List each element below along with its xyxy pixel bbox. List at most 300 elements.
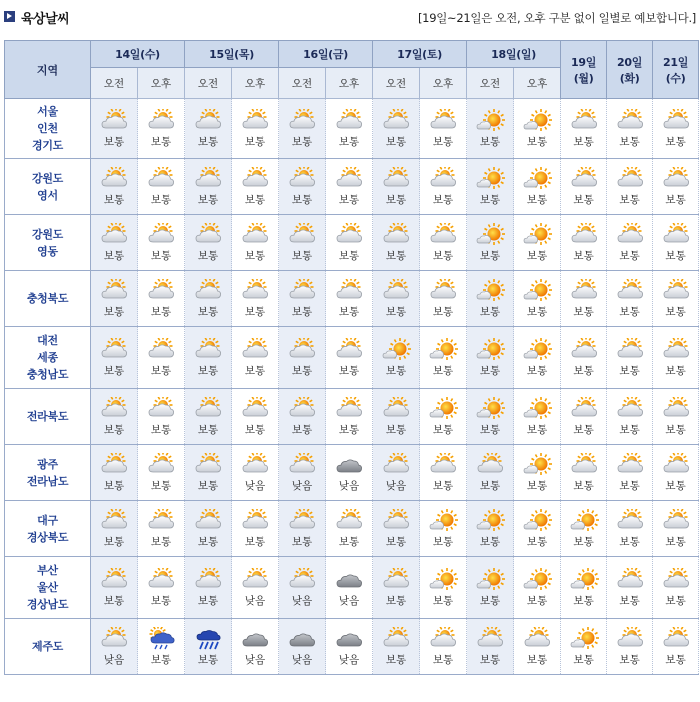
sunny-icon — [561, 627, 606, 651]
forecast-cell — [561, 389, 607, 445]
forecast-notice: [19일~21일은 오전, 오후 구분 없이 일별로 예보합니다.] — [418, 11, 696, 25]
forecast-level-label: 보통 — [432, 193, 454, 206]
forecast-cell — [279, 389, 326, 445]
forecast-level-label: 보통 — [526, 594, 548, 607]
forecast-level-label: 보통 — [573, 423, 594, 436]
sunny-icon — [514, 509, 560, 533]
forecast-level-label: 보통 — [244, 423, 266, 436]
forecast-cell — [607, 557, 653, 619]
forecast-level-label: 보통 — [291, 423, 313, 436]
forecast-cell — [91, 99, 138, 159]
day-header: 17일(토) — [373, 41, 467, 68]
sunny-icon — [467, 279, 513, 303]
partly-cloudy-icon — [232, 509, 278, 533]
partly-cloudy-icon — [561, 453, 606, 477]
forecast-level-label: 보통 — [526, 535, 548, 548]
region-name-line: 서울 — [37, 105, 58, 118]
forecast-level-label: 보통 — [619, 535, 640, 548]
partly-cloudy-icon — [232, 279, 278, 303]
partly-cloudy-icon — [138, 338, 184, 362]
forecast-cell — [607, 159, 653, 215]
forecast-cell — [185, 215, 232, 271]
forecast-cell — [279, 501, 326, 557]
forecast-level-label: 보통 — [526, 135, 548, 148]
forecast-level-label: 보통 — [197, 535, 219, 548]
sunny-icon — [514, 223, 560, 247]
region-name-line: 강원도 — [32, 171, 63, 185]
partly-cloudy-icon — [420, 223, 466, 247]
forecast-cell — [91, 327, 138, 389]
partly-cloudy-icon — [373, 223, 419, 247]
forecast-level-label: 보통 — [385, 305, 407, 318]
partly-cloudy-icon — [185, 279, 231, 303]
forecast-cell — [653, 271, 699, 327]
forecast-cell — [561, 99, 607, 159]
forecast-cell — [514, 215, 561, 271]
forecast-cell — [420, 159, 467, 215]
forecast-cell — [232, 215, 279, 271]
partly-cloudy-icon — [373, 279, 419, 303]
forecast-level-label: 낮음 — [338, 653, 360, 666]
forecast-cell — [514, 271, 561, 327]
forecast-cell — [326, 99, 373, 159]
forecast-level-label: 보통 — [619, 364, 640, 377]
forecast-level-label: 보통 — [103, 305, 125, 318]
forecast-level-label: 보통 — [479, 249, 501, 262]
region-row — [5, 445, 699, 501]
sunny-icon — [561, 568, 606, 592]
forecast-cell — [138, 271, 185, 327]
partly-cloudy-icon — [373, 167, 419, 191]
forecast-cell — [514, 327, 561, 389]
forecast-cell — [653, 159, 699, 215]
region-row — [5, 327, 699, 389]
forecast-level-label: 보통 — [573, 535, 594, 548]
morning-subheader: 오전 — [279, 68, 326, 99]
forecast-level-label: 보통 — [338, 193, 360, 206]
forecast-cell — [138, 159, 185, 215]
forecast-level-label: 보통 — [338, 535, 360, 548]
forecast-cell — [607, 619, 653, 675]
sunny-icon — [467, 109, 513, 133]
partly-cloudy-icon — [232, 453, 278, 477]
forecast-cell — [561, 619, 607, 675]
forecast-cell — [373, 445, 420, 501]
sunny-icon — [373, 338, 419, 362]
forecast-cell — [653, 99, 699, 159]
rain-shower-icon — [138, 627, 184, 651]
forecast-cell — [653, 619, 699, 675]
forecast-level-label: 보통 — [665, 305, 686, 318]
partly-cloudy-icon — [607, 509, 652, 533]
forecast-cell — [373, 557, 420, 619]
region-name-line: 경상남도 — [26, 598, 69, 611]
partly-cloudy-icon — [91, 223, 137, 247]
region-name-line: 강원도 — [32, 227, 63, 241]
forecast-level-label: 보통 — [385, 249, 407, 262]
forecast-level-label: 낮음 — [244, 594, 266, 607]
partly-cloudy-icon — [653, 167, 698, 191]
forecast-level-label: 보통 — [150, 249, 172, 262]
partly-cloudy-icon — [420, 453, 466, 477]
partly-cloudy-icon — [138, 568, 184, 592]
forecast-cell — [138, 557, 185, 619]
forecast-level-label: 보통 — [150, 423, 172, 436]
forecast-cell — [607, 501, 653, 557]
region-name-line: 인천 — [37, 122, 58, 135]
forecast-cell — [467, 215, 514, 271]
partly-cloudy-icon — [232, 568, 278, 592]
forecast-level-label: 보통 — [244, 193, 266, 206]
forecast-level-label: 보통 — [432, 305, 454, 318]
forecast-level-label: 보통 — [479, 423, 501, 436]
forecast-cell — [279, 619, 326, 675]
forecast-cell — [279, 215, 326, 271]
forecast-cell — [279, 557, 326, 619]
forecast-level-label: 보통 — [526, 423, 548, 436]
partly-cloudy-icon — [185, 397, 231, 421]
forecast-level-label: 보통 — [103, 193, 125, 206]
partly-cloudy-icon — [653, 397, 698, 421]
day-date: 21일 — [663, 55, 689, 69]
forecast-cell — [607, 445, 653, 501]
day-header — [653, 41, 699, 99]
forecast-cell — [373, 215, 420, 271]
forecast-level-label: 보통 — [526, 653, 548, 666]
forecast-level-label: 보통 — [479, 135, 501, 148]
sunny-icon — [467, 338, 513, 362]
forecast-level-label: 보통 — [619, 423, 640, 436]
forecast-cell — [514, 445, 561, 501]
cloudy-icon — [326, 568, 372, 592]
forecast-cell — [561, 445, 607, 501]
day-date: 20일 — [617, 55, 643, 69]
partly-cloudy-icon — [607, 109, 652, 133]
partly-cloudy-icon — [420, 279, 466, 303]
forecast-level-label: 보통 — [432, 249, 454, 262]
forecast-level-label: 보통 — [197, 364, 219, 377]
forecast-level-label: 보통 — [479, 479, 501, 492]
forecast-level-label: 보통 — [479, 364, 501, 377]
forecast-level-label: 보통 — [665, 423, 686, 436]
partly-cloudy-icon — [138, 109, 184, 133]
forecast-level-label: 보통 — [197, 479, 219, 492]
forecast-cell — [514, 619, 561, 675]
sunny-icon — [467, 223, 513, 247]
forecast-level-label: 보통 — [432, 479, 454, 492]
partly-cloudy-icon — [373, 453, 419, 477]
partly-cloudy-icon — [185, 223, 231, 247]
partly-cloudy-icon — [561, 338, 606, 362]
partly-cloudy-icon — [91, 509, 137, 533]
forecast-cell — [138, 215, 185, 271]
forecast-cell — [326, 215, 373, 271]
forecast-level-label: 보통 — [665, 479, 686, 492]
forecast-level-label: 보통 — [479, 535, 501, 548]
forecast-cell — [607, 99, 653, 159]
forecast-level-label: 보통 — [103, 479, 125, 492]
region-name — [5, 501, 91, 557]
forecast-level-label: 낮음 — [291, 479, 313, 492]
forecast-level-label: 보통 — [573, 364, 594, 377]
sunny-icon — [467, 509, 513, 533]
forecast-cell — [326, 619, 373, 675]
region-name-line: 울산 — [37, 581, 58, 594]
partly-cloudy-icon — [91, 397, 137, 421]
forecast-level-label: 보통 — [291, 305, 313, 318]
partly-cloudy-icon — [561, 167, 606, 191]
forecast-cell — [232, 557, 279, 619]
forecast-level-label: 보통 — [103, 594, 125, 607]
forecast-level-label: 보통 — [479, 305, 501, 318]
forecast-level-label: 보통 — [526, 193, 548, 206]
forecast-cell — [185, 619, 232, 675]
region-name-line: 전라남도 — [26, 474, 69, 488]
forecast-level-label: 보통 — [573, 594, 594, 607]
partly-cloudy-icon — [653, 109, 698, 133]
day-weekday: (월) — [573, 71, 594, 85]
region-row — [5, 389, 699, 445]
region-row — [5, 557, 699, 619]
forecast-level-label: 보통 — [244, 535, 266, 548]
forecast-level-label: 보통 — [103, 135, 125, 148]
forecast-cell — [561, 501, 607, 557]
region-name — [5, 215, 91, 271]
forecast-cell — [653, 557, 699, 619]
forecast-level-label: 보통 — [619, 305, 640, 318]
region-name-line: 경상북도 — [26, 530, 69, 544]
forecast-cell — [185, 159, 232, 215]
forecast-cell — [420, 445, 467, 501]
forecast-cell — [420, 557, 467, 619]
forecast-cell — [138, 501, 185, 557]
forecast-cell — [279, 159, 326, 215]
forecast-level-label: 보통 — [385, 535, 407, 548]
day-header: 18일(일) — [467, 41, 561, 68]
forecast-cell — [514, 557, 561, 619]
region-name-line: 충청남도 — [26, 368, 69, 381]
region-name-line: 전라북도 — [26, 410, 69, 423]
forecast-cell — [420, 389, 467, 445]
forecast-level-label: 보통 — [197, 653, 219, 666]
morning-subheader: 오전 — [91, 68, 138, 99]
region-column-header: 지역 — [5, 41, 91, 99]
forecast-level-label: 보통 — [150, 535, 172, 548]
forecast-cell — [561, 271, 607, 327]
forecast-level-label: 보통 — [103, 423, 125, 436]
forecast-level-label: 보통 — [244, 135, 266, 148]
forecast-cell — [467, 327, 514, 389]
forecast-level-label: 보통 — [150, 594, 172, 607]
forecast-cell — [467, 445, 514, 501]
partly-cloudy-icon — [373, 397, 419, 421]
forecast-cell — [514, 99, 561, 159]
forecast-cell — [232, 159, 279, 215]
forecast-cell — [514, 389, 561, 445]
forecast-cell — [91, 557, 138, 619]
region-name — [5, 445, 91, 501]
forecast-level-label: 보통 — [619, 249, 640, 262]
partly-cloudy-icon — [185, 109, 231, 133]
play-bullet-icon — [4, 11, 15, 22]
forecast-cell — [373, 159, 420, 215]
partly-cloudy-icon — [607, 627, 652, 651]
forecast-cell — [185, 445, 232, 501]
forecast-cell — [373, 619, 420, 675]
forecast-level-label: 보통 — [665, 653, 686, 666]
forecast-level-label: 낮음 — [338, 479, 360, 492]
forecast-level-label: 보통 — [619, 135, 640, 148]
forecast-level-label: 낮음 — [291, 653, 313, 666]
cloudy-icon — [232, 627, 278, 651]
forecast-cell — [326, 271, 373, 327]
partly-cloudy-icon — [420, 167, 466, 191]
forecast-cell — [467, 557, 514, 619]
partly-cloudy-icon — [232, 109, 278, 133]
forecast-level-label: 보통 — [338, 135, 360, 148]
sunny-icon — [467, 568, 513, 592]
partly-cloudy-icon — [232, 223, 278, 247]
forecast-cell — [467, 619, 514, 675]
partly-cloudy-icon — [138, 279, 184, 303]
forecast-cell — [561, 557, 607, 619]
partly-cloudy-icon — [185, 568, 231, 592]
forecast-level-label: 보통 — [479, 193, 501, 206]
forecast-cell — [467, 159, 514, 215]
partly-cloudy-icon — [607, 223, 652, 247]
partly-cloudy-icon — [91, 627, 137, 651]
forecast-level-label: 보통 — [150, 135, 172, 148]
forecast-level-label: 보통 — [665, 594, 686, 607]
afternoon-subheader: 오후 — [514, 68, 561, 99]
forecast-cell — [467, 389, 514, 445]
forecast-level-label: 보통 — [197, 135, 219, 148]
region-name-line: 영서 — [37, 188, 58, 202]
forecast-cell — [514, 159, 561, 215]
forecast-cell — [91, 501, 138, 557]
region-name-line: 부산 — [37, 564, 58, 577]
cloudy-icon — [279, 627, 325, 651]
sunny-icon — [467, 167, 513, 191]
forecast-level-label: 보통 — [150, 479, 172, 492]
forecast-cell — [326, 389, 373, 445]
forecast-level-label: 보통 — [244, 249, 266, 262]
weather-forecast-table — [4, 40, 699, 675]
forecast-cell — [138, 99, 185, 159]
forecast-level-label: 보통 — [432, 535, 454, 548]
sunny-icon — [420, 338, 466, 362]
forecast-cell — [373, 389, 420, 445]
partly-cloudy-icon — [561, 397, 606, 421]
forecast-level-label: 보통 — [526, 364, 548, 377]
partly-cloudy-icon — [138, 397, 184, 421]
partly-cloudy-icon — [232, 338, 278, 362]
sunny-icon — [514, 453, 560, 477]
forecast-level-label: 낮음 — [244, 653, 266, 666]
partly-cloudy-icon — [561, 223, 606, 247]
forecast-cell — [91, 271, 138, 327]
forecast-cell — [232, 327, 279, 389]
forecast-cell — [467, 271, 514, 327]
forecast-level-label: 보통 — [338, 423, 360, 436]
forecast-level-label: 보통 — [103, 249, 125, 262]
forecast-level-label: 보통 — [244, 364, 266, 377]
forecast-cell — [232, 619, 279, 675]
forecast-level-label: 보통 — [573, 653, 594, 666]
forecast-cell — [279, 327, 326, 389]
forecast-level-label: 보통 — [573, 249, 594, 262]
forecast-level-label: 보통 — [619, 594, 640, 607]
morning-subheader: 오전 — [467, 68, 514, 99]
forecast-level-label: 보통 — [665, 249, 686, 262]
sunny-icon — [514, 338, 560, 362]
sunny-icon — [514, 167, 560, 191]
forecast-cell — [373, 327, 420, 389]
partly-cloudy-icon — [326, 397, 372, 421]
forecast-cell — [653, 215, 699, 271]
forecast-level-label: 보통 — [619, 479, 640, 492]
partly-cloudy-icon — [91, 167, 137, 191]
forecast-cell — [185, 389, 232, 445]
forecast-cell — [91, 445, 138, 501]
forecast-level-label: 보통 — [665, 364, 686, 377]
forecast-cell — [232, 271, 279, 327]
forecast-level-label: 보통 — [665, 535, 686, 548]
partly-cloudy-icon — [653, 223, 698, 247]
sunny-icon — [467, 397, 513, 421]
partly-cloudy-icon — [185, 453, 231, 477]
sunny-icon — [420, 397, 466, 421]
forecast-cell — [653, 501, 699, 557]
partly-cloudy-icon — [279, 109, 325, 133]
forecast-level-label: 보통 — [291, 193, 313, 206]
partly-cloudy-icon — [373, 109, 419, 133]
forecast-cell — [420, 99, 467, 159]
forecast-cell — [185, 271, 232, 327]
partly-cloudy-icon — [185, 509, 231, 533]
forecast-cell — [607, 271, 653, 327]
forecast-cell — [653, 445, 699, 501]
forecast-cell — [373, 99, 420, 159]
partly-cloudy-icon — [326, 109, 372, 133]
page-title: 육상날씨 — [21, 12, 70, 27]
forecast-level-label: 보통 — [432, 364, 454, 377]
forecast-cell — [91, 215, 138, 271]
partly-cloudy-icon — [326, 279, 372, 303]
forecast-cell — [138, 327, 185, 389]
partly-cloudy-icon — [373, 627, 419, 651]
forecast-level-label: 보통 — [479, 653, 501, 666]
forecast-cell — [467, 99, 514, 159]
forecast-level-label: 보통 — [385, 653, 407, 666]
partly-cloudy-icon — [326, 338, 372, 362]
partly-cloudy-icon — [607, 167, 652, 191]
forecast-level-label: 보통 — [479, 594, 501, 607]
day-header — [561, 41, 607, 99]
forecast-cell — [561, 215, 607, 271]
forecast-level-label: 보통 — [103, 535, 125, 548]
partly-cloudy-icon — [653, 453, 698, 477]
region-row — [5, 619, 699, 675]
forecast-level-label: 낮음 — [103, 653, 125, 666]
forecast-level-label: 보통 — [197, 423, 219, 436]
region-row — [5, 271, 699, 327]
forecast-cell — [232, 99, 279, 159]
forecast-level-label: 보통 — [619, 653, 640, 666]
region-name-line: 경기도 — [32, 139, 63, 152]
forecast-level-label: 보통 — [432, 423, 454, 436]
forecast-cell — [185, 501, 232, 557]
